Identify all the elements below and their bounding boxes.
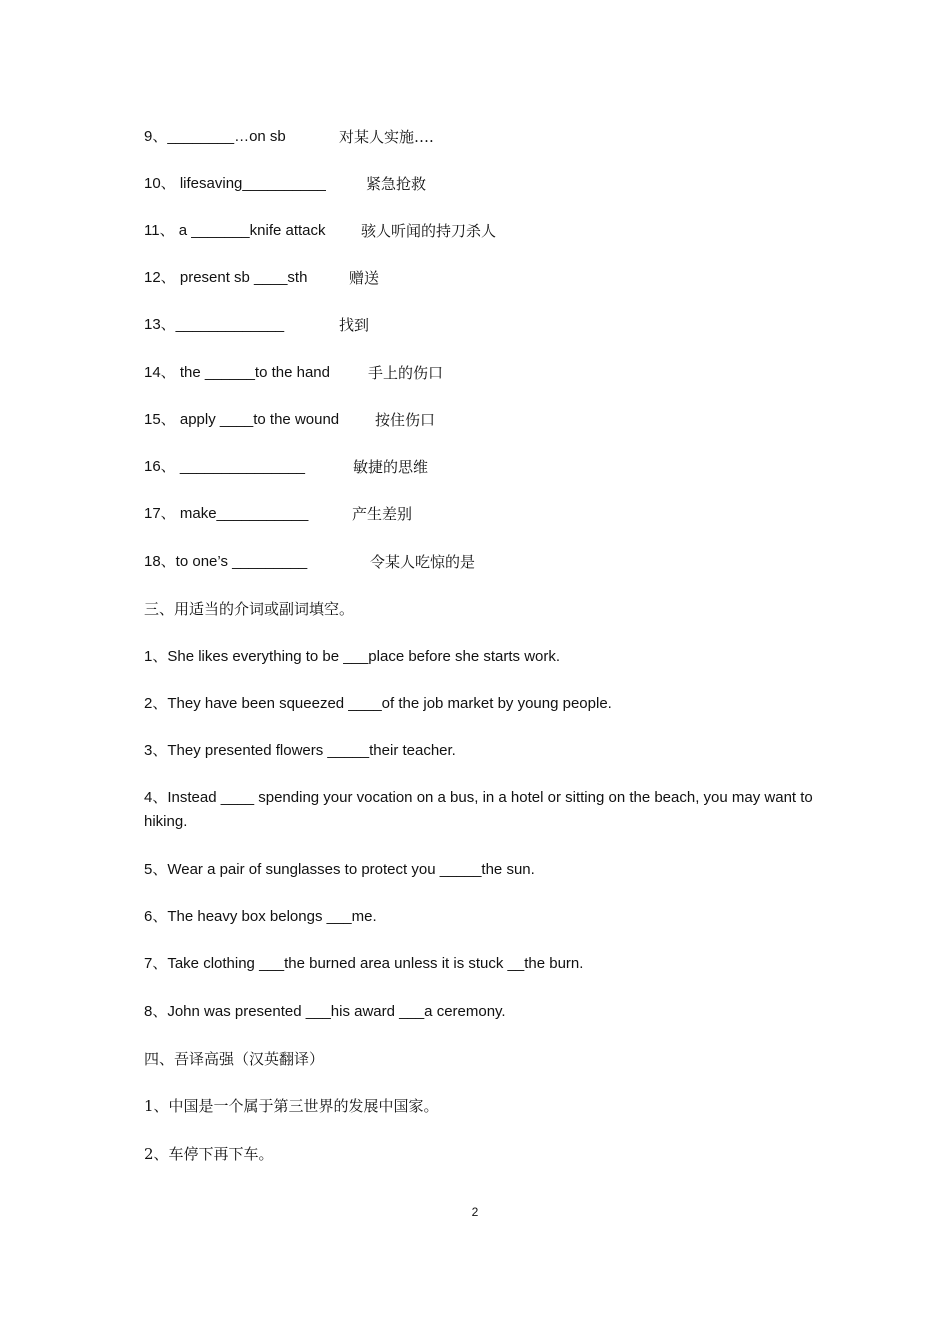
vocab-english: 15、 apply ____to the wound [144,411,340,428]
vocab-english: 12、 present sb ____sth [144,269,308,286]
fill-blank-item-7: 7、Take clothing ___the burned area unless it is stuck __the burn. [144,955,584,972]
vocab-chinese: 敏捷的思维 [353,458,429,476]
fill-blank-item-5: 5、Wear a pair of sunglasses to protect you _____the sun. [144,861,535,878]
fill-blank-item-2: 2、They have been squeezed ____of the job market by young people. [144,695,612,712]
vocab-english: 18、to one’s _________ [144,553,308,570]
vocab-item-9 [144,125,434,149]
vocab-item-13 [144,313,370,337]
fill-blank-item-3: 3、They presented flowers _____their teacher. [144,742,456,759]
translation-item-1: 1、中国是一个属于第三世界的发展中国家。 [144,1097,439,1115]
vocab-item-11 [144,219,497,243]
vocab-item-14 [144,361,444,385]
page-number: 2 [471,1205,479,1219]
vocab-chinese: 手上的伤口 [368,364,444,382]
vocab-english: 11、 a _______knife attack [144,222,326,239]
vocab-chinese: 骇人听闻的持刀杀人 [361,222,497,240]
translation-item-2: 2、车停下再下车。 [144,1145,274,1163]
vocab-item-16 [144,455,429,479]
vocab-chinese: 赠送 [349,269,380,287]
vocab-english: 13、_____________ [144,316,285,333]
fill-blank-item-1: 1、She likes everything to be ___place before she starts work. [144,648,561,665]
vocab-english: 16、 _______________ [144,458,305,475]
fill-blank-item-4: 4、Instead ____ spending your vocation on a bus, in a hotel or sitting on the beach, you may want to hiking. [144,789,813,830]
vocab-english: 9、________…on sb [144,128,286,145]
vocab-item-18 [144,550,476,574]
vocab-chinese: 令某人吃惊的是 [370,553,476,571]
fill-blank-item-8: 8、John was presented ___his award ___a ceremony. [144,1003,506,1020]
vocab-chinese: 找到 [339,316,370,334]
section-3-heading: 三、用适当的介词或副词填空。 [144,600,355,618]
fill-blank-item-6: 6、The heavy box belongs ___me. [144,908,377,925]
vocab-english: 10、 lifesaving__________ [144,175,326,192]
vocab-chinese: 紧急抢救 [366,175,427,193]
vocab-item-17 [144,502,413,526]
vocab-english: 14、 the ______to the hand [144,364,330,381]
vocab-item-15 [144,408,436,432]
vocab-english: 17、 make___________ [144,505,309,522]
vocab-chinese: 对某人实施…. [339,128,434,146]
section-4-heading: 四、吾译高强（汉英翻译） [144,1050,325,1068]
vocab-item-10 [144,172,427,196]
vocab-item-12 [144,266,380,290]
vocab-chinese: 产生差别 [352,505,413,523]
vocab-chinese: 按住伤口 [375,411,436,429]
